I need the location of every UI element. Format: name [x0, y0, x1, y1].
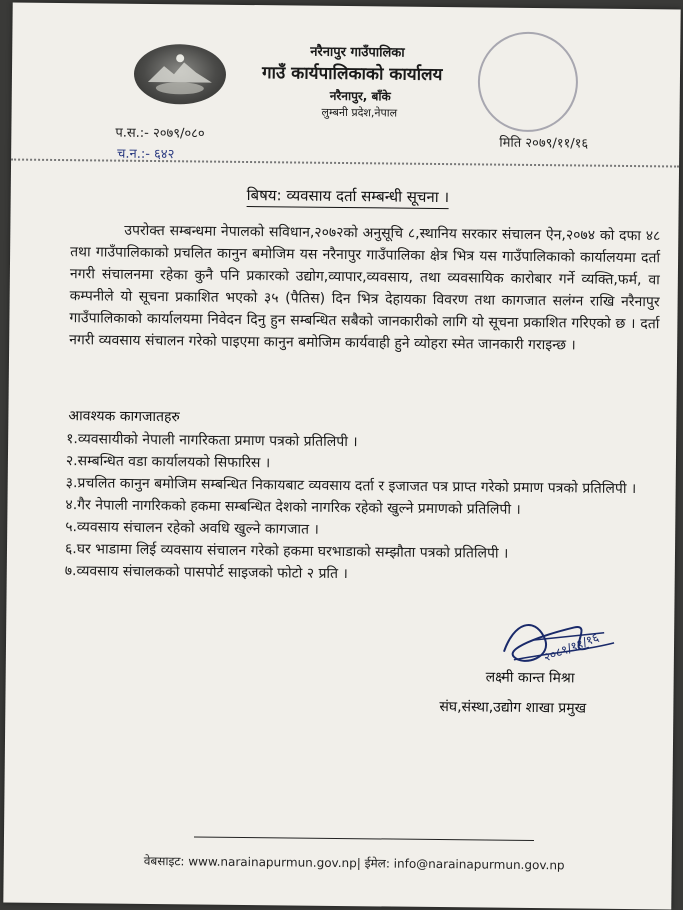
official-stamp-icon — [477, 31, 578, 132]
issue-date: मिति २०७९/११/१६ — [499, 135, 589, 152]
footer-divider — [194, 836, 534, 841]
signer-title: संघ,संस्था,उद्योग शाखा प्रमुख — [439, 699, 587, 717]
header-divider — [11, 159, 679, 168]
subject-line: बिषय: व्यवसाय दर्ता सम्बन्धी सूचना । — [247, 185, 450, 209]
office-place: नरैनापुर, बाँके — [329, 88, 391, 104]
list-item: २.सम्बन्धित वडा कार्यालयको सिफारिस । — [65, 453, 271, 472]
signature-date: २०८१/११/१६ — [541, 630, 601, 665]
reference-number: प.स.:- २०७९/०८० — [115, 125, 205, 142]
dispatch-number: च.न.:- ६४२ — [117, 146, 175, 163]
list-item: ५.व्यवसाय संचालन रहेको अवधि खुल्ने कागजात । — [65, 519, 319, 538]
body-paragraph: उपरोक्त सम्बन्धमा नेपालको सविधान,२०७२को अनुसूचि ८,स्थानिय सरकार संचालन ऐन,२०७४ को दफा ४८ तथा गाउँपालिकाको प्रचलित कानुन बमोजिम यस नरैनापुर गाउँपालिका क्षेत्र भित्र यस गाउँपालिकाको कार्यालयमा दर्ता नगरी संचालनमा रहेका कुनै पनि प्रकारको उद्योग,व्यापार,व्यवसाय, तथा व्यवसायिक कारोबार गर्ने व्यक्ति,फर्म, वा कम्पनीले यो सूचना प्रकाशित भएको ३५ (पैतिस) दिन भित्र देहायका विवरण तथा कागजात सलंग्न राखि नरैनापुर गाउँपालिकाको कार्यालयमा निवेदन दिनु हुन सम्बन्धित सबैको जानकारीको लागि यो सूचना प्रकाशित गरिएको छ । दर्ता नगरी व्यवसाय संचालन गरेको पाइएमा कानुन बमोजिम कार्यवाही हुने व्योहरा स्मेत जानकारी गराइन्छ । — [69, 222, 661, 354]
list-item: १.व्यवसायीको नेपाली नागरिकता प्रमाण पत्रको प्रतिलिपी । — [66, 431, 358, 451]
list-item: ४.गैर नेपाली नागरिकको हकमा सम्बन्धित देशको नागरिक रहेको खुल्ने प्रमाणको प्रतिलिपी । — [65, 497, 521, 518]
municipality-name: नरैनापुर गाउँपालिका — [310, 44, 405, 61]
list-item: ३.प्रचलित कानुन बमोजिम सम्बन्धित निकायबाट व्यवसाय दर्ता र इजाजत पत्र प्राप्त गरेको प्रमाण पत्रको प्रतिलिपी । — [65, 475, 637, 498]
nepal-emblem-icon — [134, 44, 227, 105]
documents-title: आवश्यक कागजातहरु — [68, 408, 180, 426]
notice-document — [3, 3, 680, 910]
office-address: लुम्बनी प्रदेश,नेपाल — [321, 105, 398, 120]
footer-contact: वेबसाइट: www.narainapurmun.gov.np| ईमेल: info@narainapurmun.gov.np — [143, 853, 565, 873]
signer-name: लक्ष्मी कान्त मिश्रा — [485, 669, 575, 687]
office-name: गाउँ कार्यपालिकाको कार्यालय — [261, 63, 443, 86]
documents-list — [65, 428, 667, 588]
list-item: ७.व्यवसाय संचालकको पासपोर्ट साइजको फोटो २ प्रति । — [64, 563, 348, 583]
list-item: ६.घर भाडामा लिई व्यवसाय संचालन गरेको हकमा घरभाडाको सम्झौता पत्रको प्रतिलिपी । — [64, 541, 509, 562]
